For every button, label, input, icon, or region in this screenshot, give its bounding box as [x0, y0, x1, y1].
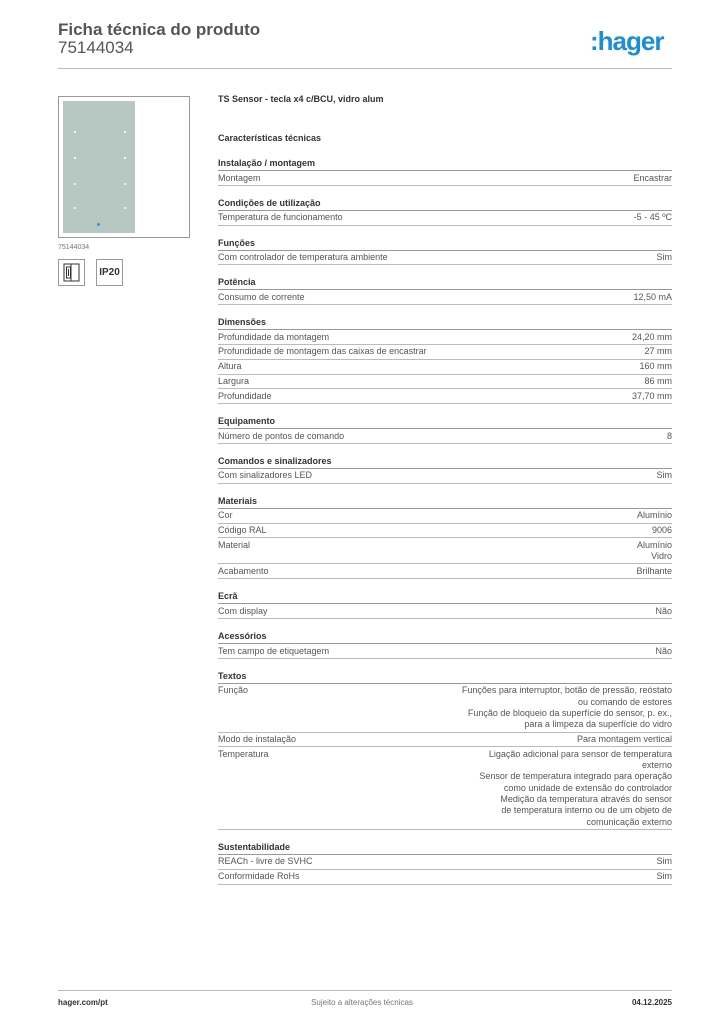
spec-value-line: Sim — [656, 856, 672, 867]
section-heading: Sustentabilidade — [218, 841, 672, 855]
spec-row — [218, 747, 672, 830]
spec-value-line: 24,20 mm — [631, 331, 672, 342]
spec-value-line: Alumínio — [636, 539, 672, 550]
spec-value — [637, 510, 672, 521]
spec-value — [652, 525, 672, 536]
spec-section — [218, 415, 672, 444]
product-image — [58, 96, 190, 238]
spec-value — [639, 361, 672, 372]
spec-value-line: Vidro — [651, 551, 672, 562]
spec-value — [636, 566, 672, 577]
spec-label: Modo de instalação — [218, 734, 297, 745]
product-name: TS Sensor - tecla x4 c/BCU, vidro alum — [218, 94, 384, 104]
spec-value-line: 160 mm — [639, 361, 672, 372]
spec-value-line: 8 — [666, 430, 672, 441]
spec-value — [634, 212, 672, 223]
spec-label: Largura — [218, 376, 250, 387]
section-heading: Equipamento — [218, 415, 672, 429]
spec-label: Profundidade da montagem — [218, 331, 330, 342]
flush-mount-icon — [58, 259, 85, 286]
spec-row — [218, 330, 672, 345]
spec-value-line: Para montagem vertical — [576, 734, 672, 745]
spec-label: Código RAL — [218, 525, 267, 536]
spec-value — [637, 540, 672, 563]
spec-section — [218, 276, 672, 305]
spec-label: Conformidade RoHs — [218, 871, 300, 882]
spec-value-line: para a limpeza da superfície do vidro — [524, 719, 672, 730]
section-heading: Instalação / montagem — [218, 157, 672, 171]
spec-value — [479, 749, 672, 828]
spec-row — [218, 870, 672, 885]
spec-row — [218, 429, 672, 444]
spec-value-line: como unidade de extensão do controlador — [503, 782, 672, 793]
product-code: 75144034 — [58, 38, 134, 57]
spec-label: Com display — [218, 605, 268, 616]
spec-value — [644, 376, 672, 387]
spec-label: Profundidade de montagem das caixas de encastrar — [218, 346, 427, 357]
spec-section — [218, 197, 672, 226]
spec-section — [218, 495, 672, 579]
spec-section — [218, 455, 672, 484]
section-heading: Condições de utilização — [218, 197, 672, 211]
spec-row — [218, 360, 672, 375]
spec-label: Cor — [218, 510, 233, 521]
spec-value — [632, 332, 672, 343]
spec-value-line: Sim — [656, 252, 672, 263]
spec-value-line: externo — [641, 760, 672, 771]
spec-section — [218, 841, 672, 885]
spec-row — [218, 538, 672, 564]
spec-sections — [218, 157, 672, 885]
spec-value-line: 86 mm — [644, 376, 672, 387]
image-caption: 75144034 — [58, 244, 90, 251]
characteristics-heading: Características técnicas — [218, 133, 322, 143]
spec-value-line: ou comando de estores — [577, 696, 672, 707]
footer-website: hager.com/pt — [58, 998, 108, 1007]
spec-row — [218, 604, 672, 619]
spec-content — [218, 92, 672, 896]
spec-label: Função — [218, 685, 249, 696]
section-heading: Textos — [218, 670, 672, 684]
spec-value-line: 37,70 mm — [631, 390, 672, 401]
spec-value — [657, 470, 673, 481]
spec-label: Acabamento — [218, 565, 269, 576]
spec-value — [644, 346, 672, 357]
section-heading: Acessórios — [218, 630, 672, 644]
spec-row — [218, 251, 672, 266]
spec-value-line: Não — [655, 605, 672, 616]
spec-label: Tem campo de etiquetagem — [218, 645, 330, 656]
spec-label: Com sinalizadores LED — [218, 470, 313, 481]
spec-value-line: Medição da temperatura através do sensor — [500, 794, 672, 805]
spec-value-line: 9006 — [651, 525, 672, 536]
spec-row — [218, 524, 672, 539]
spec-label: REACh - livre de SVHC — [218, 856, 313, 867]
spec-value-line: Ligação adicional para sensor de temperatura — [488, 748, 672, 759]
section-heading: Ecrã — [218, 590, 672, 604]
spec-value-line: Encastrar — [633, 172, 672, 183]
section-heading: Comandos e sinalizadores — [218, 455, 672, 469]
spec-section — [218, 237, 672, 266]
spec-value-line: de temperatura interno ou de um objeto de — [501, 805, 672, 816]
spec-row — [218, 469, 672, 484]
footer-notice: Sujeito a alterações técnicas — [311, 998, 413, 1007]
spec-section — [218, 670, 672, 830]
document-title: Ficha técnica do produto — [58, 20, 261, 39]
spec-value-line: Sim — [656, 470, 672, 481]
spec-label: Consumo de corrente — [218, 291, 305, 302]
spec-value — [655, 606, 672, 617]
spec-value-line: Brilhante — [636, 565, 672, 576]
spec-label: Temperatura — [218, 748, 269, 759]
spec-value-line: Sensor de temperatura integrado para operação — [479, 771, 672, 782]
section-heading: Potência — [218, 276, 672, 290]
spec-label: Com controlador de temperatura ambiente — [218, 252, 388, 263]
spec-row — [218, 733, 672, 748]
spec-value — [667, 431, 672, 442]
spec-value — [657, 252, 673, 263]
footer-divider — [58, 990, 672, 991]
spec-row — [218, 684, 672, 733]
spec-value-line: -5 - 45 ºC — [633, 212, 672, 223]
spec-value — [633, 173, 672, 184]
spec-row — [218, 509, 672, 524]
sensor-panel — [63, 101, 135, 233]
spec-row — [218, 290, 672, 305]
hager-logo: :hager — [590, 26, 664, 56]
spec-value — [632, 391, 672, 402]
led-indicator — [97, 223, 100, 226]
spec-row — [218, 644, 672, 659]
spec-row — [218, 855, 672, 870]
spec-label: Material — [218, 539, 251, 550]
spec-value — [633, 292, 672, 303]
footer-date: 04.12.2025 — [631, 998, 672, 1007]
spec-section — [218, 316, 672, 404]
spec-value — [657, 871, 673, 882]
spec-label: Profundidade — [218, 390, 272, 401]
spec-section — [218, 157, 672, 186]
spec-value — [577, 734, 672, 745]
spec-row — [218, 345, 672, 360]
spec-label: Número de pontos de comando — [218, 430, 345, 441]
spec-row — [218, 389, 672, 404]
spec-value-line: comunicação externo — [586, 816, 672, 827]
spec-row — [218, 211, 672, 226]
spec-label: Montagem — [218, 172, 261, 183]
ip20-badge: IP20 — [96, 259, 123, 286]
spec-value — [462, 685, 672, 730]
spec-label: Altura — [218, 361, 242, 372]
spec-section — [218, 630, 672, 659]
spec-section — [218, 590, 672, 619]
spec-value-line: 12,50 mA — [633, 291, 672, 302]
header-divider — [58, 68, 672, 69]
spec-value-line: Função de bloqueio da superfície do sensor, p. ex., — [467, 707, 672, 718]
spec-value-line: Funções para interruptor, botão de pressão, reóstato — [461, 685, 672, 696]
spec-label: Temperatura de funcionamento — [218, 212, 343, 223]
spec-row — [218, 564, 672, 579]
section-heading: Funções — [218, 237, 672, 251]
spec-value-line: Não — [655, 645, 672, 656]
spec-row — [218, 375, 672, 390]
spec-row — [218, 171, 672, 186]
spec-value-line: Alumínio — [636, 510, 672, 521]
spec-value-line: 27 mm — [644, 346, 672, 357]
section-heading: Dimensões — [218, 316, 672, 330]
section-heading: Materiais — [218, 495, 672, 509]
spec-value-line: Sim — [656, 871, 672, 882]
spec-value — [655, 646, 672, 657]
spec-value — [657, 856, 673, 867]
